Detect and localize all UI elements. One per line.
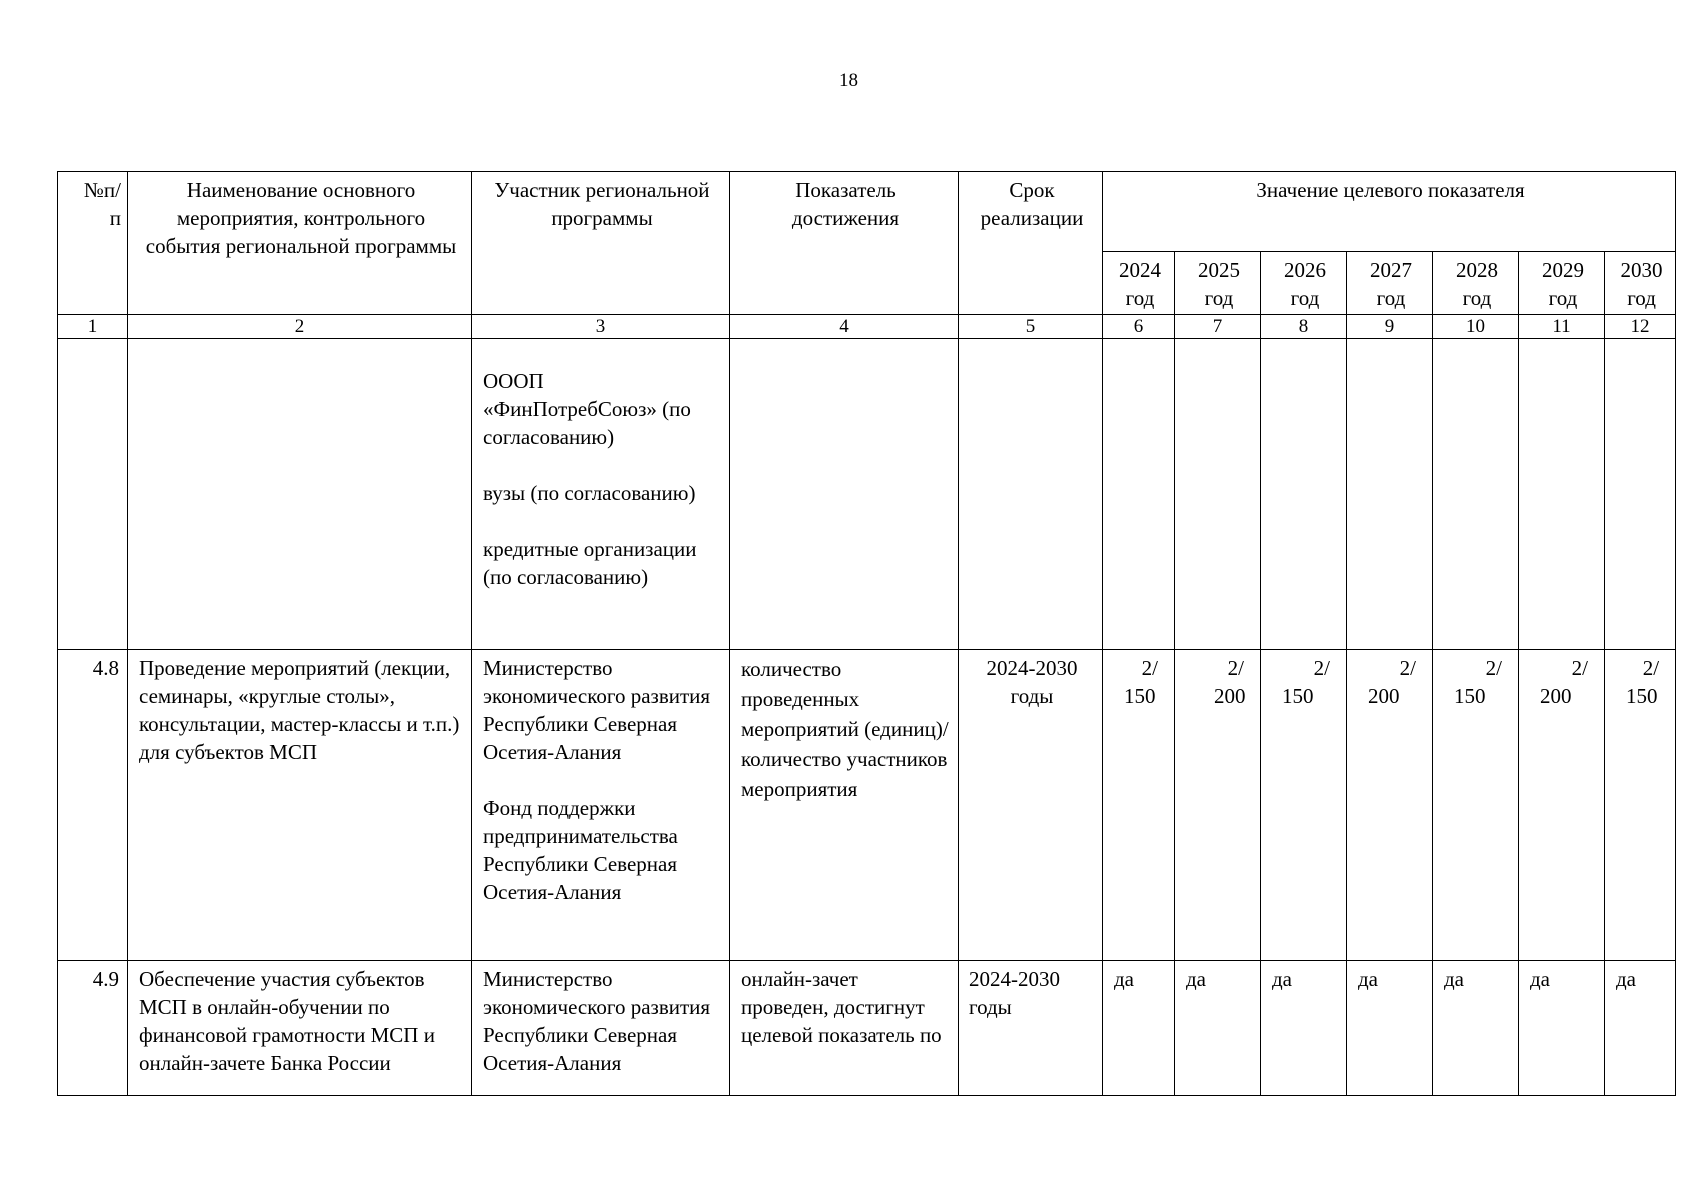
header-num: №п/ п — [58, 172, 128, 315]
row-value — [1261, 339, 1347, 650]
header-year: 2024 год — [1103, 252, 1175, 315]
column-number: 9 — [1347, 315, 1433, 339]
table-row — [58, 650, 1676, 961]
table-row — [58, 339, 1676, 650]
header-year: 2028 год — [1433, 252, 1519, 315]
row-name — [128, 339, 472, 650]
value-bottom: 200 — [1368, 684, 1400, 708]
value-top: 2/ — [1485, 656, 1502, 680]
row-value — [1605, 339, 1676, 650]
column-number: 7 — [1175, 315, 1261, 339]
row-indicator: количество проведенных мероприятий (единиц)/ количество участников мероприятия — [730, 650, 959, 961]
column-numbers-row — [58, 315, 1676, 339]
header-year: 2030 год — [1605, 252, 1676, 315]
header-year: 2029 год — [1519, 252, 1605, 315]
page-number: 18 — [839, 70, 858, 91]
row-value — [1261, 650, 1347, 961]
value-top: 2/ — [1313, 656, 1330, 680]
column-number: 2 — [128, 315, 472, 339]
row-value — [1347, 650, 1433, 961]
participant-item: Министерство экономического развития Республики Северная Осетия-Алания — [483, 967, 711, 1075]
row-participants — [472, 339, 730, 650]
row-value: да — [1519, 961, 1605, 1096]
row-value — [1175, 339, 1261, 650]
value-top: 2/ — [1227, 656, 1244, 680]
participant-item: кредитные организации (по согласованию) — [483, 537, 697, 589]
row-value — [1175, 650, 1261, 961]
header-name: Наименование основного мероприятия, контрольного события региональной программы — [128, 172, 472, 315]
row-value — [1519, 339, 1605, 650]
value-bottom: 150 — [1282, 684, 1314, 708]
column-number: 4 — [730, 315, 959, 339]
value-top: 2/ — [1141, 656, 1158, 680]
row-value — [1103, 650, 1175, 961]
row-term: 2024-2030 годы — [959, 650, 1103, 961]
row-value: да — [1433, 961, 1519, 1096]
value-top: 2/ — [1399, 656, 1416, 680]
column-number: 6 — [1103, 315, 1175, 339]
header-target-value: Значение целевого показателя — [1103, 172, 1676, 252]
row-value: да — [1347, 961, 1433, 1096]
column-number: 11 — [1519, 315, 1605, 339]
header-year: 2026 год — [1261, 252, 1347, 315]
participant-item: ОООП «ФинПотребСоюз» (по согласованию) — [483, 369, 691, 449]
value-bottom: 150 — [1124, 684, 1156, 708]
header-year: 2025 год — [1175, 252, 1261, 315]
row-value — [1433, 650, 1519, 961]
row-num — [58, 339, 128, 650]
row-participants — [472, 961, 730, 1096]
header-participant: Участник региональной программы — [472, 172, 730, 315]
row-value — [1519, 650, 1605, 961]
row-value — [1347, 339, 1433, 650]
participant-item: вузы (по согласованию) — [483, 481, 696, 505]
column-number: 10 — [1433, 315, 1519, 339]
participant-item: Фонд поддержки предпринимательства Республики Северная Осетия-Алания — [483, 796, 678, 904]
row-term: 2024-2030 годы — [959, 961, 1103, 1096]
row-term — [959, 339, 1103, 650]
value-top: 2/ — [1642, 656, 1660, 680]
row-indicator: онлайн-зачет проведен, достигнут целевой показатель по — [730, 961, 959, 1096]
row-num: 4.9 — [58, 961, 128, 1096]
header-term: Срок реализации — [959, 172, 1103, 315]
participant-item: Министерство экономического развития Республики Северная Осетия-Алания — [483, 656, 711, 764]
row-value: да — [1261, 961, 1347, 1096]
row-indicator — [730, 339, 959, 650]
target-indicators-table — [57, 171, 1676, 1096]
header-indicator: Показатель достижения — [730, 172, 959, 315]
row-value — [1605, 650, 1676, 961]
row-value: да — [1605, 961, 1676, 1096]
column-number: 12 — [1605, 315, 1676, 339]
row-participants — [472, 650, 730, 961]
row-value: да — [1175, 961, 1261, 1096]
row-num: 4.8 — [58, 650, 128, 961]
column-number: 8 — [1261, 315, 1347, 339]
value-bottom: 200 — [1540, 684, 1572, 708]
row-name: Обеспечение участия субъектов МСП в онлайн-обучении по финансовой грамотности МСП и онлайн-зачете Банка России — [128, 961, 472, 1096]
row-value — [1103, 339, 1175, 650]
value-bottom: 200 — [1214, 684, 1246, 708]
column-number: 3 — [472, 315, 730, 339]
row-value: да — [1103, 961, 1175, 1096]
header-year: 2027 год — [1347, 252, 1433, 315]
row-name: Проведение мероприятий (лекции, семинары, «круглые столы», консультации, мастер-классы и т.п.) для субъектов МСП — [128, 650, 472, 961]
column-number: 1 — [58, 315, 128, 339]
column-number: 5 — [959, 315, 1103, 339]
table-row — [58, 961, 1676, 1096]
value-top: 2/ — [1571, 656, 1588, 680]
row-value — [1433, 339, 1519, 650]
value-bottom: 150 — [1626, 684, 1658, 708]
value-bottom: 150 — [1454, 684, 1486, 708]
header-row — [58, 172, 1676, 252]
